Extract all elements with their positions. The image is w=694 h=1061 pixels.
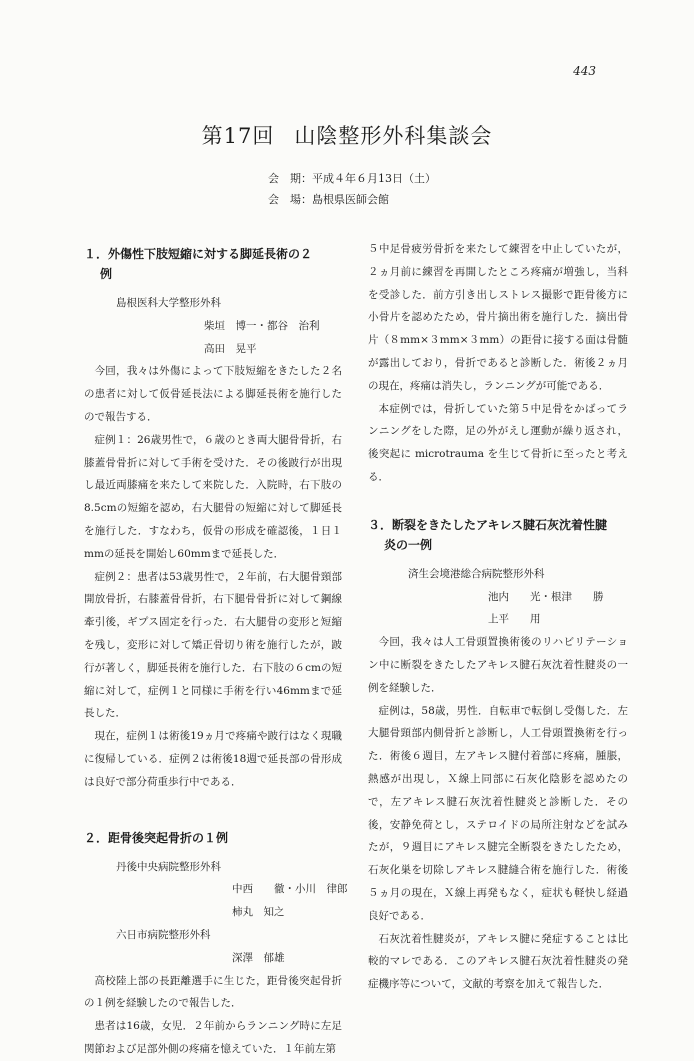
title-main: 山陰整形外科集談会 <box>294 124 493 148</box>
page-number: 443 <box>573 64 596 78</box>
meeting-date: 会 期：平成４年６月13日（土） <box>268 172 436 185</box>
right-column <box>368 238 628 996</box>
article3-affiliation: 済生会境港総合病院整形外科 <box>408 567 545 580</box>
left-column <box>84 238 348 1061</box>
article1-paragraph: 現在，症例１は術後19ヵ月で疼痛や跛行はなく現職に復帰している．症例２は術後18週で延長部の骨形成は良好で部分荷重歩行中である． <box>84 730 342 788</box>
article1-paragraph: 症例１：26歳男性で，６歳のとき両大腿骨骨折，右膝蓋骨骨折に対して手術を受けた．その後跛行が出現し最近両膝痛を来たして来院した．入院時，右下肢の8.5cmの短縮を認め，右大腿骨の短縮に対して脚延長を施行した．すなわち，仮骨の形成を確認後，１日１mmの延長を開始し60mmまで延長した． <box>84 433 342 560</box>
article3-authors-line2: 上平 用 <box>488 613 541 626</box>
article1-paragraph: 今回，我々は外傷によって下肢短縮をきたした２名の患者に対して仮骨延長法による脚延長術を施行したので報告する． <box>84 365 342 423</box>
article3-paragraph: 今回，我々は人工骨頭置換術後のリハビリテーション中に断裂をきたしたアキレス腱石灰沈着性腱炎の一例を経験した． <box>368 636 628 694</box>
article1-heading-line1: １．外傷性下肢短縮に対する脚延長術の２ <box>84 247 313 261</box>
article2-authors2: 深澤 郁雄 <box>232 951 285 964</box>
page-title <box>0 120 694 150</box>
article3-authors-line1: 池内 光・根津 勝 <box>488 590 604 603</box>
article3-heading-line1: ３．断裂をきたしたアキレス腱石灰沈着性腱 <box>368 517 608 532</box>
article2-authors1-line1: 中西 徹・小川 律郎 <box>232 883 348 896</box>
article2-authors1-line2: 柿丸 知之 <box>232 906 285 919</box>
article3-heading <box>368 515 628 555</box>
article2-paragraph: 患者は16歳，女児．２年前からランニング時に左足関節および足部外側の疼痛を憶えていた．１年前左第 <box>84 1020 342 1055</box>
article2-paragraph: 高校陸上部の長距離選手に生じた，距骨後突起骨折の１例を経験したので報告した． <box>84 974 342 1010</box>
article2-affiliation1: 丹後中央病院整形外科 <box>116 860 221 873</box>
meeting-venue: 会 場：島根県医師会館 <box>268 193 389 206</box>
article1-affiliation: 島根医科大学整形外科 <box>116 297 221 309</box>
article2-affiliation2: 六日市病院整形外科 <box>116 928 211 941</box>
article1-heading <box>84 244 342 284</box>
article3-heading-line2: 炎の一例 <box>384 537 433 552</box>
article3-paragraph: 石灰沈着性腱炎が，アキレス腱に発症することは比較的マレである．このアキレス腱石灰沈着性腱炎の発症機序等について，文献的考察を加えて報告した． <box>368 932 628 991</box>
article2-paragraph-continued: ５中足骨疲労骨折を来たして練習を中止していたが，２ヵ月前に練習を再開したところ疼痛が増強し，当科を受診した．前方引き出しストレス撮影で距骨後方に小骨片を認めたため，骨片摘出術を施行した．摘出骨片（８mm×３mm×３mm）の距骨に接する面は骨髄が露出しており，骨折であると診断した．術後２ヵ月の現在，疼痛は消失し，ランニングが可能である． <box>368 243 628 392</box>
article1-heading-line2: 例 <box>100 267 113 281</box>
article3-paragraph: 症例は，58歳，男性．自転車で転倒し受傷した．左大腿骨頸部内側骨折と診断し，人工骨頭置換術を行った．術後６週目，左アキレス腱付着部に疼痛，腫脹，熱感が出現し，Ｘ線上同部に石灰化陰影を認めたので，左アキレス腱石灰沈着性腱炎と診断した．その後，安静免荷とし，ステロイドの局所注射などを試みたが，９週目にアキレス腱完全断裂をきたしたため，石灰化巣を切除しアキレス腱縫合術を施行した．術後５ヵ月の現在，Ｘ線上再発もなく，症状も軽快し経過良好である． <box>368 704 628 922</box>
article2-paragraph: 本症例では，骨折していた第５中足骨をかばってランニングをした際，足の外がえし運動が繰り返され，後突起に microtrauma を生じて骨折に至ったと考える． <box>368 402 628 483</box>
article2-heading: ２．距骨後突起骨折の１例 <box>84 830 229 845</box>
article1-authors-line2: 高田 晃平 <box>204 342 257 355</box>
title-prefix: 第17回 <box>201 124 275 148</box>
article1-paragraph: 症例２：患者は53歳男性で，２年前，右大腿骨頸部開放骨折，右膝蓋骨骨折，右下腿骨骨折に対して鋼線牽引後，ギプス固定を行った．右大腿骨の変形と短縮を残し，変形に対して矯正骨切り術を施行したが，跛行が著しく，脚延長術を施行した．右下肢の６cmの短縮に対して，症例１と同様に手術を行い46mmまで延長した． <box>84 570 342 720</box>
article1-authors-line1: 柴垣 博一・都谷 治利 <box>204 319 320 332</box>
